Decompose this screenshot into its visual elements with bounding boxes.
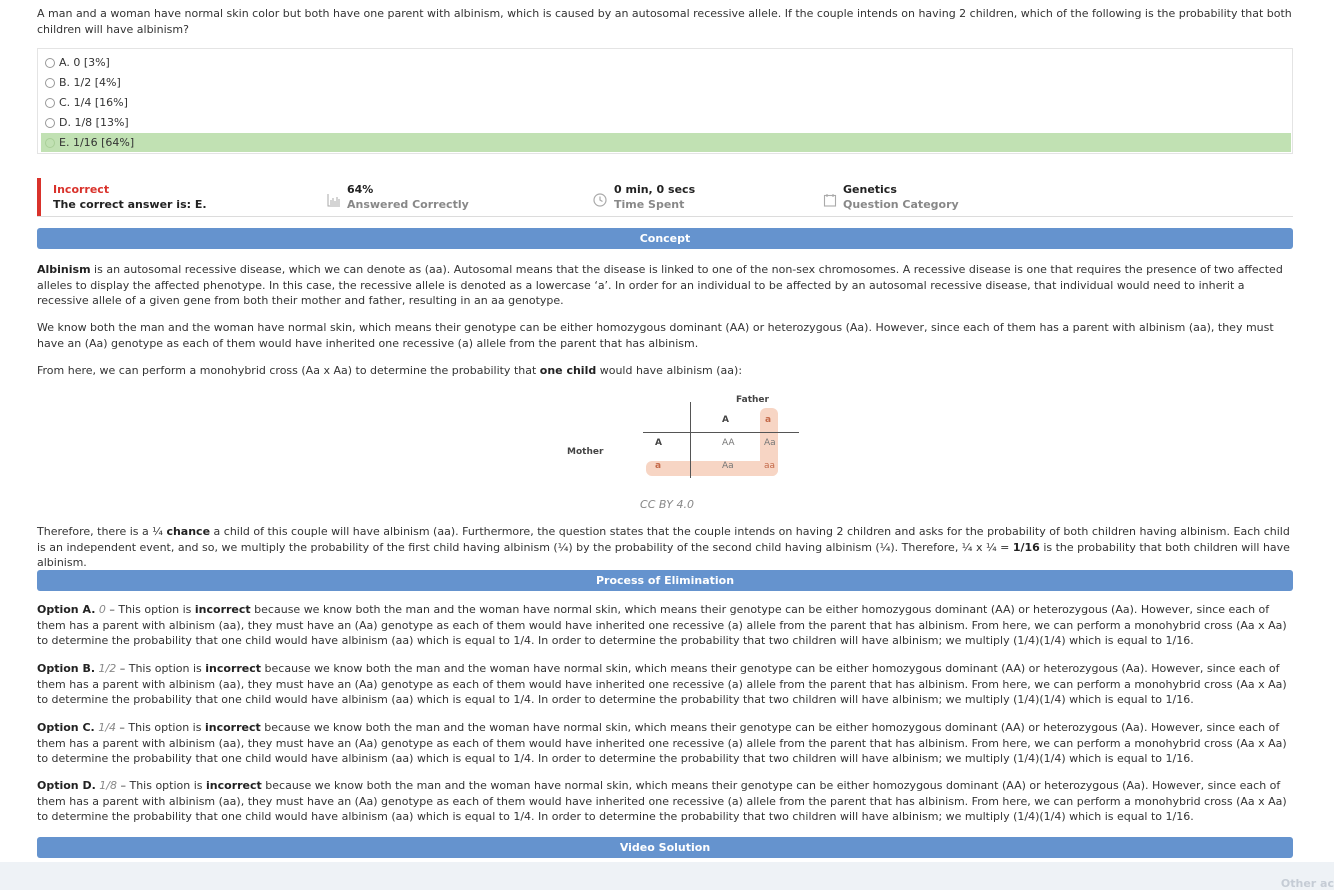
video-solution-header[interactable]: Video Solution	[37, 837, 1293, 858]
cell-AA: AA	[722, 438, 735, 448]
option-text: because we know both the man and the woman have normal skin, which means their genotype can be either homozygous dominant (AA) or heterozygous (Aa). However, since each of them has a parent with albinism (aa), they must have an (Aa) genotype as each of them would have inherited one recessive (a) allele from the parent that has albinism. From here, we can perform a monohybrid cross (Aa x Aa) to determine the probability that one child would have albinism (aa) which is equal to 1/4. In order to determine the probability that two children will have albinism; we multiply (1/4)(1/4) which is equal to 1/16.	[37, 779, 1287, 823]
status-text: Incorrect	[53, 183, 110, 196]
radio-icon[interactable]	[45, 78, 55, 88]
footer-link[interactable]: Other ac	[1280, 877, 1334, 890]
option-c-explanation	[37, 720, 1293, 767]
status-indicator	[37, 178, 41, 216]
option-value: 1/8	[99, 779, 117, 792]
question-text: A man and a woman have normal skin color but both have one parent with albinism, which is caused by an autosomal recessive allele. If the couple intends on having 2 children, which of the following is the probability that both children will have albinism?	[37, 7, 1292, 36]
concept-text: a child of this couple will have albinism (aa). Furthermore, the question states that the couple intends on having 2 children and asks for the probability of both children having albinism. Each child is an independent event, and so, we multiply the probability of the first child having albinism (¼) by the probability of the second child having albinism (¼). Therefore, ¼ x ¼ =	[37, 525, 1290, 554]
time-label: Time Spent	[614, 198, 685, 211]
bar-chart-icon	[327, 193, 341, 207]
cell-aa: aa	[764, 461, 776, 471]
elimination-header: Process of Elimination	[37, 570, 1293, 591]
choice-d[interactable]	[41, 113, 1291, 132]
choice-label: E. 1/16 [64%]	[59, 136, 135, 149]
option-label: Option C.	[37, 721, 95, 734]
choice-label: A. 0 [3%]	[59, 56, 110, 69]
option-text: – This option is	[116, 779, 207, 792]
row-header-a: a	[655, 461, 662, 471]
concept-text: is an autosomal recessive disease, which we can denote as (aa). Autosomal means that the disease is linked to one of the non-sex chromosomes. A recessive disease is one that requires the presence of two affected alleles to display the affected phenotype. In this case, the recessive allele is denoted as a lowercase ‘a’. In order for an individual to be affected by an autosomal recessive disease, that individual would need to inherit a recessive allele of a given gene from both their mother and father, resulting in an aa genotype.	[37, 263, 1283, 307]
concept-header: Concept	[37, 228, 1293, 249]
concept-paragraph-2: We know both the man and the woman have normal skin, which means their genotype can be either homozygous dominant (AA) or heterozygous (Aa). However, since each of them has a parent with albinism (aa), they must have an (Aa) genotype as each of them would have inherited one recessive (a) allele from the parent that has albinism.	[37, 321, 1274, 350]
option-value: 1/2	[98, 662, 117, 675]
emphasis-text: one child	[539, 364, 597, 377]
col-header-A: A	[722, 415, 729, 425]
choice-a[interactable]	[41, 53, 1291, 72]
punnett-square	[567, 394, 776, 486]
option-text: – This option is	[115, 721, 205, 734]
choice-e[interactable]	[41, 133, 1291, 152]
figure-caption: CC BY 4.0	[640, 498, 694, 511]
incorrect-label: incorrect	[194, 603, 251, 616]
divider-vertical	[690, 402, 691, 478]
category-label: Question Category	[843, 198, 959, 211]
option-label: Option D.	[37, 779, 96, 792]
incorrect-label: incorrect	[206, 779, 262, 792]
concept-paragraph-1	[37, 262, 1293, 309]
footer-bar	[0, 862, 1334, 890]
choice-label: D. 1/8 [13%]	[59, 116, 129, 129]
concept-text: From here, we can perform a monohybrid cross (Aa x Aa) to determine the probability that	[37, 364, 540, 377]
time-spent	[614, 182, 695, 212]
percent-label: Answered Correctly	[347, 198, 469, 211]
option-text: – This option is	[116, 662, 206, 675]
divider-horizontal	[643, 432, 799, 433]
clock-icon	[593, 193, 607, 207]
percent-correct	[347, 182, 469, 212]
option-d-explanation	[37, 778, 1293, 825]
time-value: 0 min, 0 secs	[614, 183, 696, 196]
col-header-a: a	[765, 415, 772, 425]
emphasis-text: chance	[166, 525, 211, 538]
row-header-A: A	[655, 438, 662, 448]
option-text: because we know both the man and the woman have normal skin, which means their genotype can be either homozygous dominant (AA) or heterozygous (Aa). However, since each of them has a parent with albinism (aa), they must have an (Aa) genotype as each of them would have inherited one recessive (a) allele from the parent that has albinism. From here, we can perform a monohybrid cross (Aa x Aa) to determine the probability that one child would have albinism (aa) which is equal to 1/4. In order to determine the probability that two children will have albinism; we multiply (1/4)(1/4) which is equal to 1/16.	[37, 662, 1287, 706]
radio-icon[interactable]	[45, 138, 55, 148]
radio-icon[interactable]	[45, 98, 55, 108]
option-value: 0	[98, 603, 106, 616]
father-label: Father	[736, 395, 769, 405]
answer-choices	[37, 48, 1293, 154]
option-text: because we know both the man and the woman have normal skin, which means their genotype can be either homozygous dominant (AA) or heterozygous (Aa). However, since each of them has a parent with albinism (aa), they must have an (Aa) genotype as each of them would have inherited one recessive (a) allele from the parent that has albinism. From here, we can perform a monohybrid cross (Aa x Aa) to determine the probability that one child would have albinism (aa) which is equal to 1/4. In order to determine the probability that two children will have albinism; we multiply (1/4)(1/4) which is equal to 1/16.	[37, 721, 1287, 765]
cell-Aa-2: Aa	[722, 461, 734, 471]
emphasis-text: 1/16	[1012, 540, 1040, 554]
incorrect-label: incorrect	[204, 721, 261, 734]
concept-paragraph-3	[37, 363, 1293, 379]
calendar-icon	[823, 193, 837, 207]
incorrect-label: incorrect	[205, 662, 262, 675]
radio-icon[interactable]	[45, 118, 55, 128]
concept-text: is the probability that both children will have albinism.	[37, 540, 1290, 569]
term-albinism: Albinism	[37, 263, 91, 276]
choice-label: B. 1/2 [4%]	[59, 76, 121, 89]
result-status	[53, 182, 207, 212]
concept-text: Therefore, there is a ¼	[37, 525, 167, 538]
choice-b[interactable]	[41, 73, 1291, 92]
option-b-explanation	[37, 661, 1293, 708]
mother-label: Mother	[567, 447, 604, 457]
correct-answer-text: The correct answer is: E.	[53, 198, 207, 211]
category-value: Genetics	[843, 183, 897, 196]
option-label: Option A.	[37, 603, 96, 616]
question-category	[843, 182, 959, 212]
choice-label: C. 1/4 [16%]	[59, 96, 128, 109]
option-label: Option B.	[37, 662, 96, 675]
choice-c[interactable]	[41, 93, 1291, 112]
option-text: – This option is	[105, 603, 195, 616]
option-text: because we know both the man and the woman have normal skin, which means their genotype can be either homozygous dominant (AA) or heterozygous (Aa). However, since each of them has a parent with albinism (aa), they must have an (Aa) genotype as each of them would have inherited one recessive (a) allele from the parent that has albinism. From here, we can perform a monohybrid cross (Aa x Aa) to determine the probability that one child would have albinism (aa) which is equal to 1/4. In order to determine the probability that two children will have albinism; we multiply (1/4)(1/4) which is equal to 1/16.	[37, 603, 1287, 647]
concept-text: would have albinism (aa):	[596, 364, 743, 377]
recessive-row-highlight	[646, 461, 778, 476]
percent-value: 64%	[347, 183, 374, 196]
cell-Aa-1: Aa	[764, 438, 776, 448]
option-value: 1/4	[98, 721, 116, 734]
option-a-explanation	[37, 602, 1293, 649]
result-stats	[37, 178, 1293, 217]
radio-icon[interactable]	[45, 58, 55, 68]
concept-paragraph-4	[37, 524, 1293, 571]
